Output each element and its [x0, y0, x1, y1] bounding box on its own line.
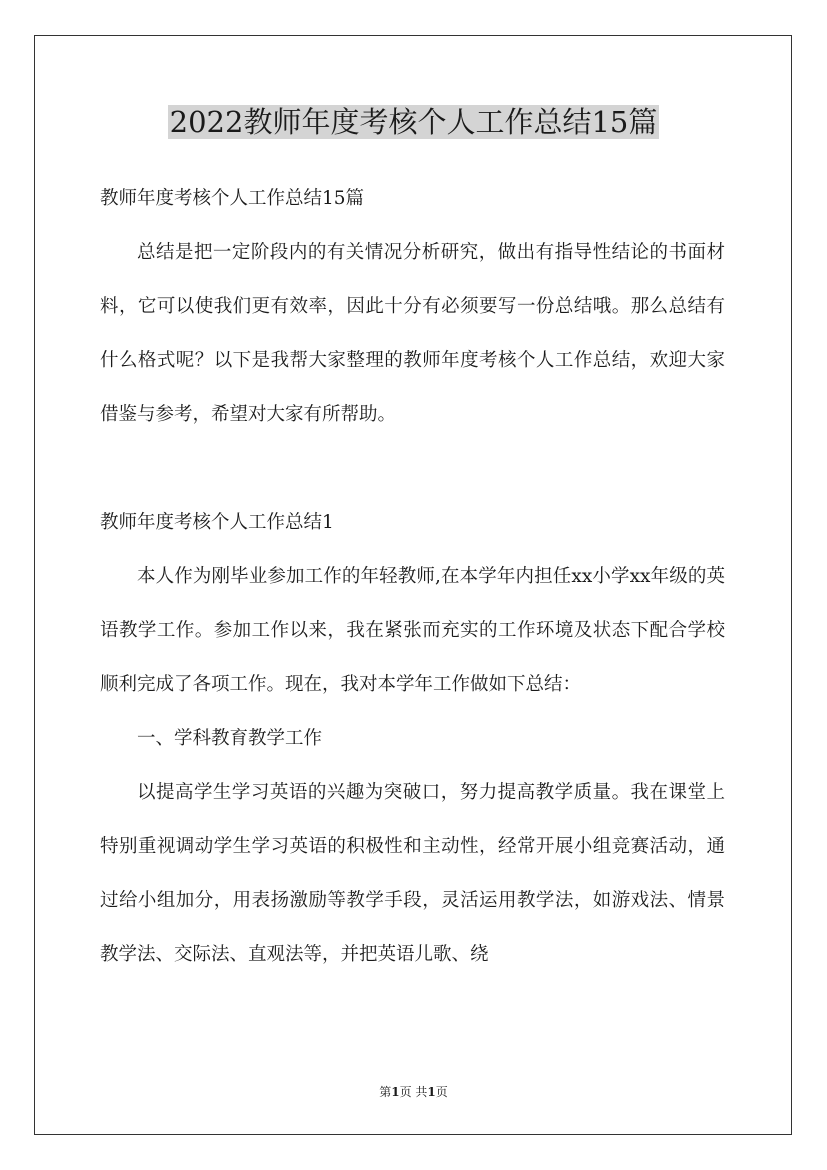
- footer-mid: 页 共: [399, 1085, 428, 1099]
- footer-prefix: 第: [379, 1085, 392, 1099]
- document-body: [100, 172, 725, 982]
- page-number: 1: [391, 1085, 400, 1099]
- section-heading: 教师年度考核个人工作总结1: [100, 512, 334, 533]
- page-footer: [0, 1084, 827, 1100]
- subsection-heading: 一、学科教育教学工作: [137, 728, 323, 749]
- footer-suffix: 页: [435, 1085, 448, 1099]
- subtitle: 教师年度考核个人工作总结15篇: [100, 188, 365, 209]
- paragraph-spacer: [100, 442, 725, 496]
- title-text: 2022教师年度考核个人工作总结15篇: [169, 105, 658, 139]
- intro-paragraph: 总结是把一定阶段内的有关情况分析研究，做出有指导性结论的书面材料，它可以使我们更有效率，因此十分有必须要写一份总结哦。那么总结有什么格式呢？以下是我帮大家整理的教师年度考核个人工作总结，欢迎大家借鉴与参考，希望对大家有所帮助。: [100, 242, 725, 425]
- section-paragraph-2: 以提高学生学习英语的兴趣为突破口，努力提高教学质量。我在课堂上特别重视调动学生学习英语的积极性和主动性，经常开展小组竞赛活动，通过给小组加分，用表扬激励等教学手段，灵活运用教学法，如游戏法、情景教学法、交际法、直观法等，并把英语儿歌、绕: [100, 782, 725, 965]
- section-paragraph: 本人作为刚毕业参加工作的年轻教师,在本学年内担任xx小学xx年级的英语教学工作。参加工作以来，我在紧张而充实的工作环境及状态下配合学校顺利完成了各项工作。现在，我对本学年工作做如下总结：: [100, 566, 725, 695]
- document-title: [0, 100, 827, 144]
- page-total: 1: [427, 1085, 436, 1099]
